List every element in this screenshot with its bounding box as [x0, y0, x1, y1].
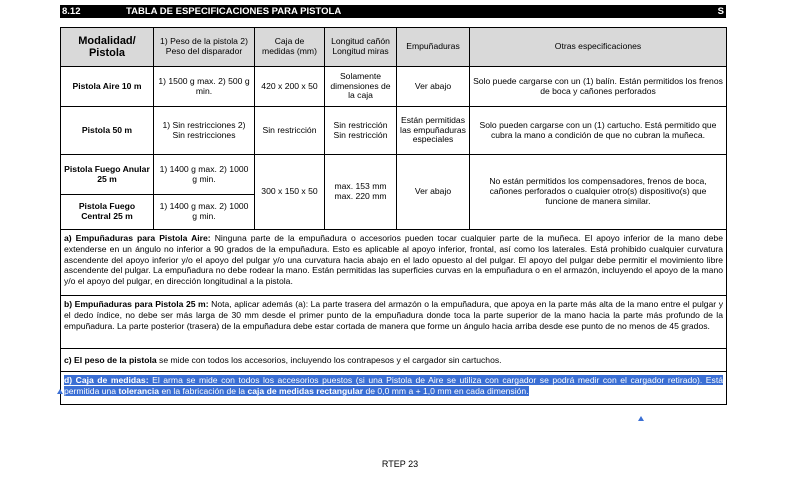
- cell-empunaduras: Ver abajo: [397, 67, 470, 107]
- cell-longitud: Sin restricción Sin restricción: [325, 107, 397, 155]
- cell-modalidad: Pistola 50 m: [61, 107, 154, 155]
- header-modalidad: Modalidad/ Pistola: [61, 28, 154, 67]
- note-a-text: Ninguna parte de la empuñadura o accesorios pueden tocar cualquier parte de la muñeca. El apoyo inferior de la mano debe extenderse en un ángulo no inferior a 90 grados de la empuñadura. Esto es aplicable al apoyo inferior, frontal, así como los laterales. Está prohibido cualquier curvatura ascendente del apoyo inferior y/o el apoyo del pulgar y/o una curvatura hacia abajo en el lado opuesto al del pulgar. El apoyo del pulgar debe permitir el movimiento libre ascendente del pulgar. La empuñadura no debe rodear la mano. Están permitidas las superficies curvas en la empuñadura o en el armazón, incluyendo el apoyo de la mano y/o el apoyo del pulgar, en dirección longitudinal a la pistola.: [64, 233, 723, 287]
- note-d-row: [61, 372, 727, 405]
- note-c: [61, 349, 727, 372]
- section-letter: S: [717, 6, 724, 17]
- cell-caja: Sin restricción: [255, 107, 325, 155]
- note-b-text: Nota, aplicar además (a): La parte trasera del armazón o la empuñadura, que apoya en la parte más alta de la mano entre el pulgar y el dedo índice, no debe ser más larga de 30 mm desde el primer punto de la empuñadura donde toca la parte superior de la mano hacia la parte más profundo de la empuñadura. La parte posterior (trasera) de la empuñadura debe estar cortada de manera que forme un ángulo hacia arriba desde ese punto de no menos de 45 grados.: [64, 299, 723, 331]
- header-empunaduras: Empuñaduras: [397, 28, 470, 67]
- note-c-row: [61, 349, 727, 372]
- page-footer: RTEP 23: [381, 459, 419, 469]
- note-a-row: [61, 230, 727, 296]
- cell-longitud-25m: max. 153 mm max. 220 mm: [325, 155, 397, 230]
- note-d-bold1: tolerancia: [118, 385, 160, 396]
- cell-otras: Solo pueden cargarse con un (1) cartucho. Está permitido que cubra la mano a condición de que no cubran la muñeca.: [470, 107, 727, 155]
- header-longitud: Longitud cañón Longitud miras: [325, 28, 397, 67]
- header-caja: Caja de medidas (mm): [255, 28, 325, 67]
- selection-end-handle[interactable]: [638, 416, 644, 421]
- section-number: 8.12: [62, 6, 81, 17]
- note-d-text3: de 0,0 mm a + 1,0 mm en cada dimensión.: [365, 385, 529, 396]
- header-otras: Otras especificaciones: [470, 28, 727, 67]
- note-a: [61, 230, 727, 296]
- cell-peso: 1) 1400 g max. 2) 1000 g min.: [154, 195, 255, 230]
- note-d-text2: en la fabricación de la: [161, 385, 246, 396]
- note-b: [61, 296, 727, 349]
- note-b-title: b) Empuñaduras para Pistola 25 m:: [64, 299, 209, 309]
- cell-otras: Solo puede cargarse con un (1) balín. Están permitidos los frenos de boca y cañones perforados: [470, 67, 727, 107]
- note-d-selection[interactable]: [64, 375, 723, 396]
- cell-caja-25m: 300 x 150 x 50: [255, 155, 325, 230]
- table-header-row: [61, 28, 727, 67]
- cell-peso: 1) Sin restricciones 2) Sin restricciones: [154, 107, 255, 155]
- section-title: TABLA DE ESPECIFICACIONES PARA PISTOLA: [126, 6, 342, 17]
- note-c-text: se mide con todos los accesorios, incluyendo los contrapesos y el cargador sin cartuchos.: [159, 354, 502, 365]
- section-header-bar: [60, 5, 726, 18]
- cell-peso: 1) 1500 g max. 2) 500 g min.: [154, 67, 255, 107]
- cell-empunaduras: Están permitidas las empuñaduras especiales: [397, 107, 470, 155]
- cell-modalidad: Pistola Aire 10 m: [61, 67, 154, 107]
- cell-empunaduras-25m: Ver abajo: [397, 155, 470, 230]
- selection-start-handle[interactable]: [57, 389, 63, 394]
- cell-modalidad: Pistola Fuego Anular 25 m: [61, 155, 154, 195]
- table-row: [61, 107, 727, 155]
- note-c-title: c) El peso de la pistola: [64, 354, 157, 365]
- table-row: [61, 67, 727, 107]
- cell-peso: 1) 1400 g max. 2) 1000 g min.: [154, 155, 255, 195]
- note-b-row: [61, 296, 727, 349]
- header-peso: 1) Peso de la pistola 2) Peso del disparador: [154, 28, 255, 67]
- cell-modalidad: Pistola Fuego Central 25 m: [61, 195, 154, 230]
- cell-otras-25m: No están permitidos los compensadores, frenos de boca, cañones perforados o cualquier otro(s) dispositivo(s) que funcione de manera similar.: [470, 155, 727, 230]
- cell-caja: 420 x 200 x 50: [255, 67, 325, 107]
- spec-table: [60, 27, 727, 405]
- note-a-title: a) Empuñaduras para Pistola Aire:: [64, 233, 211, 243]
- table-row: [61, 155, 727, 195]
- note-d-title: d) Caja de medidas:: [64, 375, 149, 385]
- note-d-bold2: caja de medidas rectangular: [247, 385, 364, 396]
- note-d[interactable]: [61, 372, 727, 405]
- cell-longitud: Solamente dimensiones de la caja: [325, 67, 397, 107]
- note-d-text1: El arma se mide con todos los accesorios puestos (si una Pistola de Aire se utiliza con cargador se podrá medir con el cargador retirado). Está permitida una: [64, 375, 724, 396]
